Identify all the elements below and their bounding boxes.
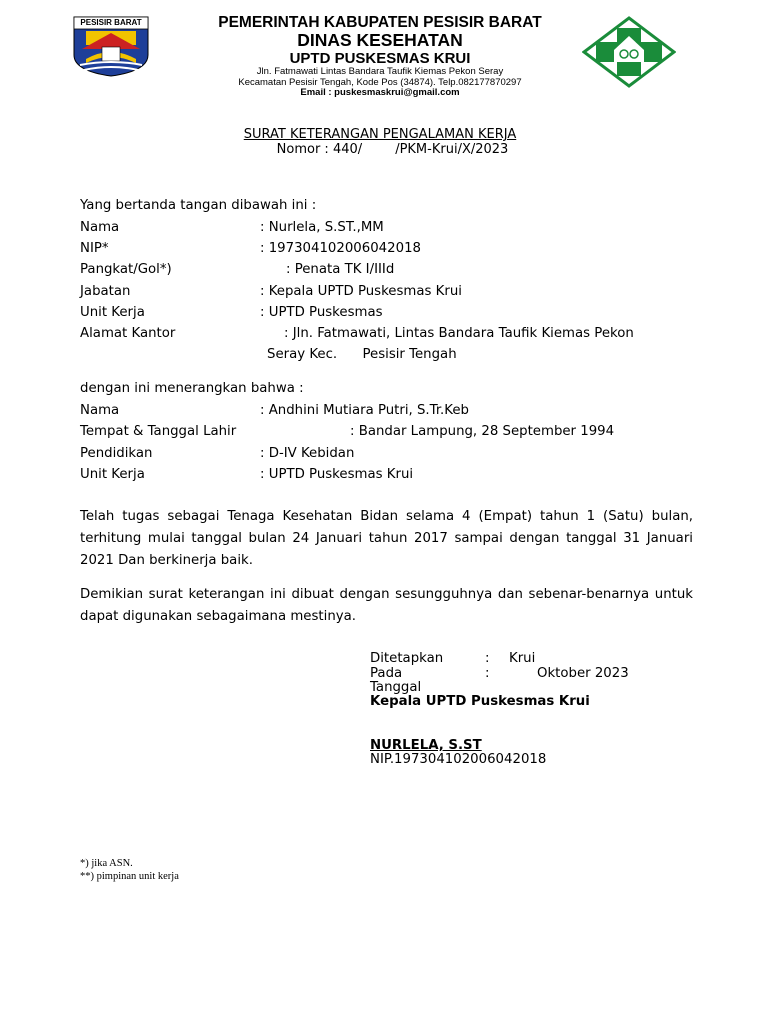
document-title: SURAT KETERANGAN PENGALAMAN KERJA (243, 127, 517, 142)
signer-rank-label: Pangkat/Gol*) (80, 262, 172, 277)
sign-place-label: Ditetapkan (370, 651, 444, 666)
subject-education-label: Pendidikan (80, 446, 153, 461)
sign-date-label: Pada (370, 666, 403, 681)
closing-statement: Demikian surat keterangan ini dibuat dengan sesungguhnya dan sebenar-benarnya untuk dapat digunakan sebagaimana mestinya. (80, 587, 693, 624)
signer-rank-value: : Penata TK I/IIId (286, 262, 395, 277)
subject-birth-value: : Bandar Lampung, 28 September 1994 (350, 424, 615, 439)
header-address-line2: Kecamatan Pesisir Tengah, Kode Pos (34874). Telp.082177870297 (238, 77, 522, 88)
header-line-unit: UPTD PUSKESMAS KRUI (289, 50, 471, 67)
signer-nip-value: : 197304102006042018 (260, 241, 421, 256)
subject-unit-label: Unit Kerja (80, 467, 145, 482)
service-statement: Telah tugas sebagai Tenaga Kesehatan Bidan selama 4 (Empat) tahun 1 (Satu) bulan, terhitung mulai tanggal bulan 24 Januari tahun 2017 sampai dengan tanggal 31 Januari 2021 Dan berkinerja baik. (80, 509, 693, 568)
signer-unit-label: Unit Kerja (80, 305, 145, 320)
signer-name: NURLELA, S.ST (370, 738, 482, 753)
footnote-asn: *) jika ASN. (80, 858, 133, 869)
subject-birth-label: Tempat & Tanggal Lahir (80, 424, 237, 439)
sign-place-value: Krui (509, 651, 536, 666)
signer-name-label: Nama (80, 220, 120, 235)
signer-nip-label: NIP* (80, 241, 109, 256)
signer-address-value: : Jln. Fatmawati, Lintas Bandara Taufik Kiemas Pekon (284, 326, 634, 341)
footnote-unit-leader: **) pimpinan unit kerja (80, 871, 179, 882)
sign-place-colon: : (485, 651, 490, 666)
puskesmas-logo (582, 16, 676, 88)
header-line-government: PEMERINTAH KABUPATEN PESISIR BARAT (218, 14, 542, 31)
signer-address-label: Alamat Kantor (80, 326, 176, 341)
signer-name-value: : Nurlela, S.ST.,MM (260, 220, 384, 235)
logo-text: PESISIR BARAT (80, 18, 142, 27)
subject-education-value: : D-IV Kebidan (260, 446, 355, 461)
signer-unit-value: : UPTD Puskesmas (260, 305, 383, 320)
header-line-department: DINAS KESEHATAN (297, 30, 463, 50)
subject-name-value: : Andhini Mutiara Putri, S.Tr.Keb (260, 403, 469, 418)
header-email: Email : puskesmaskrui@gmail.com (300, 87, 460, 98)
signer-position-value: : Kepala UPTD Puskesmas Krui (260, 284, 462, 299)
sign-date-value: Oktober 2023 (537, 666, 629, 681)
document-number: Nomor : 440/ /PKM-Krui/X/2023 (276, 142, 509, 157)
subject-unit-value: : UPTD Puskesmas Krui (260, 467, 414, 482)
kabupaten-logo (72, 15, 150, 77)
signer-address-continued: Seray Kec. Pesisir Tengah (267, 347, 457, 362)
sign-date-colon: : (485, 666, 490, 681)
subject-name-label: Nama (80, 403, 120, 418)
signer-nip: NIP.197304102006042018 (370, 752, 547, 767)
signer-intro: Yang bertanda tangan dibawah ini : (80, 198, 317, 213)
signer-position-label: Jabatan (80, 284, 131, 299)
header-address-line1: Jln. Fatmawati Lintas Bandara Taufik Kiemas Pekon Seray (256, 66, 504, 77)
signer-position-title: Kepala UPTD Puskesmas Krui (370, 694, 590, 709)
subject-intro: dengan ini menerangkan bahwa : (80, 381, 304, 396)
sign-date-label-2: Tanggal (370, 680, 422, 695)
